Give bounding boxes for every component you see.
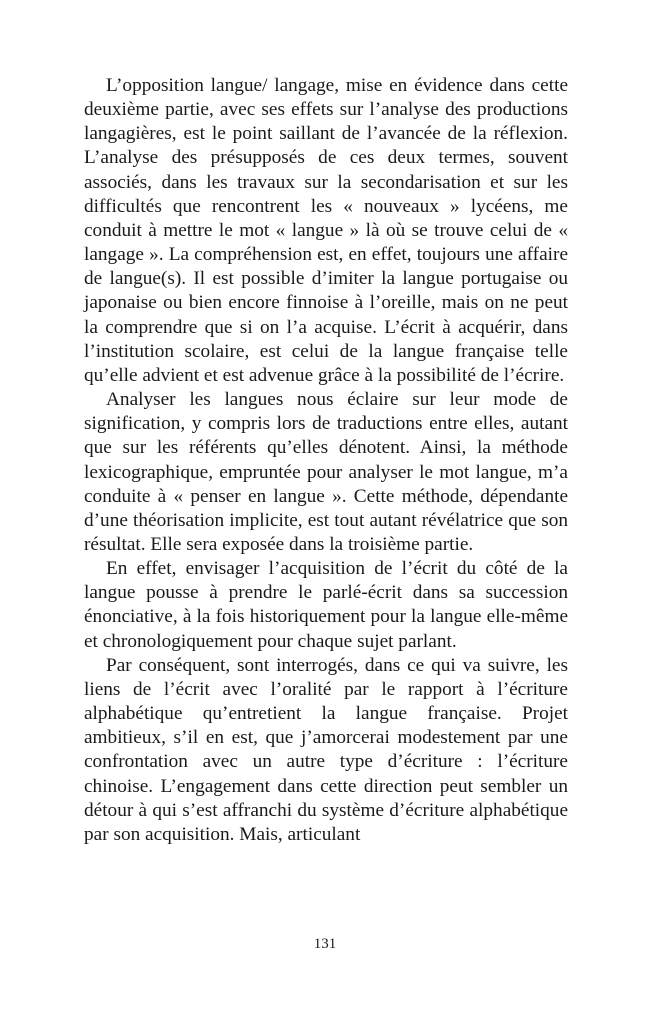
body-text [84, 74, 568, 847]
paragraph-3: En effet, envisager l’acquisition de l’écrit du côté de la langue pousse à prendre le parlé-écrit dans sa succession énonciative, à la fois historiquement pour la langue elle-même et chronologiquement pour chaque sujet parlant. [84, 558, 568, 652]
page-number: 131 [313, 936, 337, 952]
paragraph-4: Par conséquent, sont interrogés, dans ce qui va suivre, les liens de l’écrit avec l’oralité par le rapport à l’écriture alphabétique qu’entretient la langue française. Projet ambitieux, s’il en est, que j’amorcerai modestement par une confrontation avec un autre type d’écriture : l’écriture chinoise. L’engagement dans cette direction peut sembler un détour à qui s’est affranchi du système d’écriture alphabétique par son acquisition. Mais, articulant [84, 654, 568, 845]
paragraph-2: Analyser les langues nous éclaire sur leur mode de signification, y compris lors de traductions entre elles, autant que sur les référents qu’elles dénotent. Ainsi, la méthode lexicographique, empruntée pour analyser le mot langue, m’a conduite à « penser en langue ». Cette méthode, dépendante d’une théorisation implicite, est tout autant révélatrice que son résultat. Elle sera exposée dans la troisième partie. [84, 389, 568, 555]
paragraph-1: L’opposition langue/ langage, mise en évidence dans cette deuxième partie, avec ses effets sur l’analyse des productions langagières, est le point saillant de l’avancée de la réflexion. L’analyse des présupposés de ces deux termes, souvent associés, dans les travaux sur la secondarisation et sur les difficultés que rencontrent les « nouveaux » lycéens, me conduit à mettre le mot « langue » là où se trouve celui de « langage ». La compréhension est, en effet, toujours une affaire de langue(s). Il est possible d’imiter la langue portugaise ou japonaise ou bien encore finnoise à l’oreille, mais on ne peut la comprendre que si on l’a acquise. L’écrit à acquérir, dans l’institution scolaire, est celui de la langue française telle qu’elle advient et est advenue grâce à la possibilité de l’écrire. [84, 75, 568, 386]
